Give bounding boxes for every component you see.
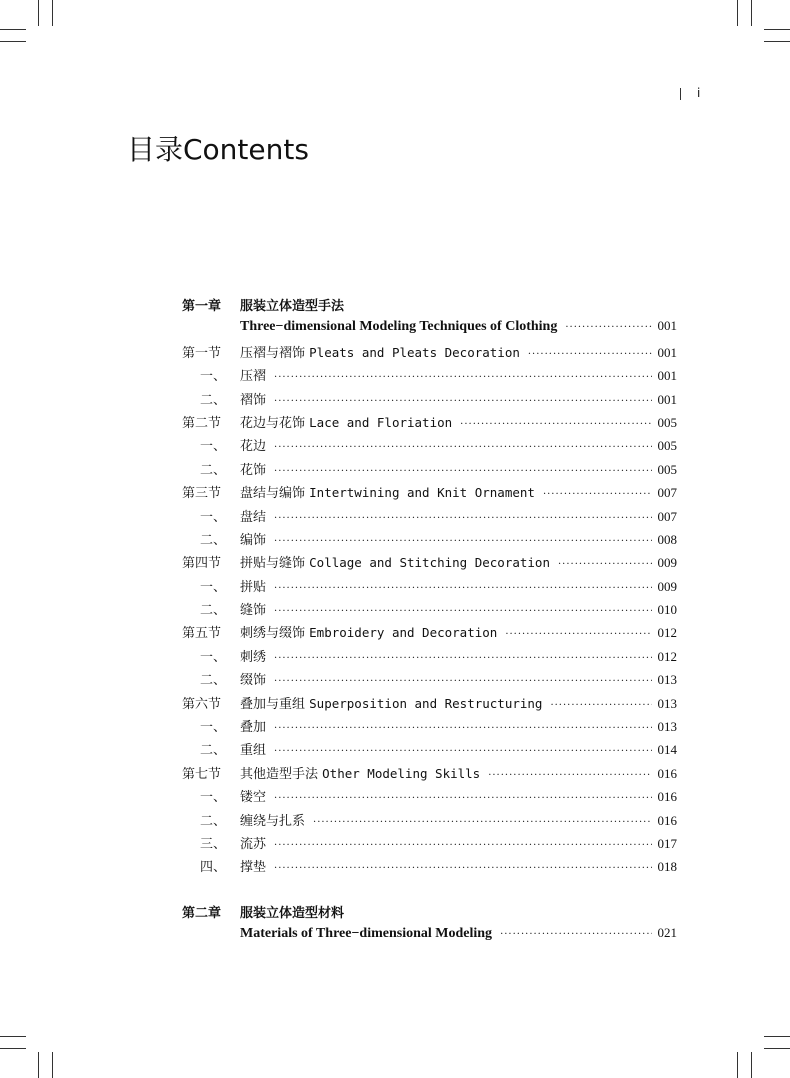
item-title: 压褶	[240, 369, 267, 385]
item-title: 褶饰	[240, 392, 267, 408]
page-ref: 014	[657, 742, 677, 758]
section-title-cn: 花边与花饰	[240, 415, 306, 431]
section-label: 第七节	[182, 766, 222, 782]
section-title	[240, 763, 488, 782]
leader-dots	[565, 322, 651, 333]
page-number-text: i	[697, 86, 701, 100]
chapter-title: 服装立体造型材料	[240, 905, 345, 921]
section-title-en: Lace and Floriation	[309, 414, 453, 430]
item-title: 镂空	[240, 790, 267, 806]
leader-dots	[313, 817, 651, 828]
page-ref: 007	[657, 508, 677, 524]
toc-item-row[interactable]	[182, 576, 677, 599]
item-label: 二、	[200, 603, 227, 619]
toc-section-row[interactable]	[182, 552, 677, 575]
section-title	[240, 693, 550, 712]
item-label: 二、	[200, 743, 227, 759]
toc-item-row[interactable]	[182, 786, 677, 809]
crop-mark	[751, 1052, 752, 1078]
section-title	[240, 622, 505, 641]
leader-dots	[274, 606, 651, 617]
leader-dots	[274, 746, 651, 757]
chapter-title: 服装立体造型手法	[240, 299, 345, 314]
leader-dots	[274, 396, 651, 407]
section-title-cn: 其他造型手法	[240, 766, 319, 782]
page-ref: 005	[657, 438, 677, 454]
chapter-1-english[interactable]	[182, 318, 677, 341]
crop-mark	[38, 0, 39, 26]
page-ref: 001	[657, 344, 677, 360]
item-title: 刺绣	[240, 649, 267, 665]
page-ref: 013	[657, 672, 677, 688]
chapter-label: 第二章	[182, 905, 222, 921]
leader-dots	[274, 676, 651, 687]
item-label: 一、	[200, 509, 227, 525]
item-label: 一、	[200, 649, 227, 665]
item-label: 一、	[200, 790, 227, 806]
item-label: 二、	[200, 532, 227, 548]
section-title-cn: 拼贴与缝饰	[240, 556, 306, 572]
crop-mark	[764, 29, 790, 30]
chapter-2-english[interactable]	[182, 925, 677, 948]
page-ref: 012	[657, 625, 677, 641]
page-ref: 012	[657, 648, 677, 664]
item-label: 一、	[200, 369, 227, 385]
page-ref: 001	[657, 368, 677, 384]
leader-dots	[274, 793, 651, 804]
toc-item-row[interactable]	[182, 506, 677, 529]
section-title-cn: 盘结与编饰	[240, 486, 306, 502]
section-label: 第四节	[182, 556, 222, 572]
toc-section-row[interactable]	[182, 622, 677, 645]
chapter-2-heading[interactable]	[182, 902, 677, 925]
leader-dots	[543, 489, 652, 500]
item-title: 缝饰	[240, 603, 267, 619]
crop-mark	[764, 1036, 790, 1037]
crop-mark	[0, 1036, 26, 1037]
leader-dots	[274, 513, 651, 524]
page-ref: 016	[657, 812, 677, 828]
toc-item-row[interactable]	[182, 365, 677, 388]
toc-item-row[interactable]	[182, 739, 677, 762]
toc-section-row[interactable]	[182, 412, 677, 435]
section-label: 第六节	[182, 696, 222, 712]
toc-item-row[interactable]	[182, 459, 677, 482]
toc-item-row[interactable]	[182, 646, 677, 669]
page-ref: 013	[657, 719, 677, 735]
section-title-en: Collage and Stitching Decoration	[309, 555, 550, 571]
crop-mark	[751, 0, 752, 26]
crop-mark	[737, 1052, 738, 1078]
item-label: 二、	[200, 813, 227, 829]
leader-dots	[274, 372, 651, 383]
crop-mark	[38, 1052, 39, 1078]
page-ref: 009	[657, 578, 677, 594]
chapter-english-title: Three−dimensional Modeling Techniques of Clothing	[240, 319, 558, 335]
table-of-contents	[182, 295, 677, 949]
section-title-cn: 压褶与褶饰	[240, 345, 306, 361]
leader-dots	[550, 700, 651, 711]
item-title: 拼贴	[240, 579, 267, 595]
item-title: 重组	[240, 743, 267, 759]
section-label: 第一节	[182, 345, 222, 361]
leader-dots	[274, 583, 651, 594]
crop-mark	[737, 0, 738, 26]
page-ref: 010	[657, 602, 677, 618]
page-ref: 007	[657, 485, 677, 501]
toc-section-row[interactable]	[182, 693, 677, 716]
toc-section-row[interactable]	[182, 763, 677, 786]
page-number	[680, 86, 700, 100]
toc-item-row[interactable]	[182, 833, 677, 856]
crop-mark	[0, 41, 26, 42]
item-title: 编饰	[240, 532, 267, 548]
section-title-en: Other Modeling Skills	[322, 765, 481, 781]
leader-dots	[274, 723, 651, 734]
item-label: 三、	[200, 836, 227, 852]
item-title: 撑垫	[240, 860, 267, 876]
leader-dots	[274, 536, 651, 547]
crop-mark	[52, 1052, 53, 1078]
crop-mark	[764, 41, 790, 42]
toc-section-row[interactable]	[182, 342, 677, 365]
section-title	[240, 482, 543, 501]
item-title: 花边	[240, 439, 267, 455]
item-title: 缀饰	[240, 673, 267, 689]
section-title-en: Embroidery and Decoration	[309, 625, 498, 641]
leader-dots	[274, 442, 651, 453]
section-title	[240, 342, 528, 361]
item-label: 二、	[200, 392, 227, 408]
section-title-en: Pleats and Pleats Decoration	[309, 344, 520, 360]
page-ref: 016	[657, 789, 677, 805]
page-ref: 001	[657, 318, 677, 334]
section-title-cn: 刺绣与缀饰	[240, 626, 306, 642]
chapter-english-title: Materials of Three−dimensional Modeling	[240, 926, 493, 942]
leader-dots	[500, 929, 651, 940]
toc-section-row[interactable]	[182, 482, 677, 505]
toc-item-row[interactable]	[182, 435, 677, 458]
toc-item-row[interactable]	[182, 856, 677, 879]
chapter-1-heading[interactable]	[182, 295, 677, 318]
chapter-label: 第一章	[182, 299, 222, 314]
toc-item-row[interactable]	[182, 810, 677, 833]
leader-dots	[488, 770, 651, 781]
leader-dots	[274, 466, 651, 477]
page-title: 目录Contents	[127, 133, 309, 166]
section-label: 第五节	[182, 626, 222, 642]
item-label: 二、	[200, 673, 227, 689]
page-ref: 018	[657, 859, 677, 875]
item-label: 一、	[200, 439, 227, 455]
item-title: 叠加	[240, 720, 267, 736]
crop-mark	[0, 29, 26, 30]
page-ref: 005	[657, 414, 677, 430]
section-title-en: Superposition and Restructuring	[309, 695, 543, 711]
section-label: 第二节	[182, 415, 222, 431]
page-ref: 016	[657, 765, 677, 781]
leader-dots	[528, 349, 652, 360]
leader-dots	[274, 840, 651, 851]
page-ref: 017	[657, 835, 677, 851]
leader-dots	[558, 559, 652, 570]
section-title-cn: 叠加与重组	[240, 696, 306, 712]
item-label: 一、	[200, 579, 227, 595]
section-title	[240, 412, 460, 431]
leader-dots	[274, 653, 651, 664]
toc-item-row[interactable]	[182, 599, 677, 622]
page-number-divider	[680, 88, 681, 100]
section-title	[240, 552, 558, 571]
page-ref: 001	[657, 391, 677, 407]
toc-item-row[interactable]	[182, 669, 677, 692]
page-ref: 008	[657, 531, 677, 547]
page-ref: 005	[657, 461, 677, 477]
section-list	[182, 342, 677, 880]
leader-dots	[460, 419, 651, 430]
toc-item-row[interactable]	[182, 529, 677, 552]
page-ref: 021	[657, 925, 677, 941]
item-label: 四、	[200, 860, 227, 876]
crop-mark	[0, 1048, 26, 1049]
crop-mark	[764, 1048, 790, 1049]
toc-item-row[interactable]	[182, 389, 677, 412]
leader-dots	[505, 629, 651, 640]
item-label: 二、	[200, 462, 227, 478]
item-title: 缠绕与扎系	[240, 813, 306, 829]
toc-item-row[interactable]	[182, 716, 677, 739]
section-title-en: Intertwining and Knit Ornament	[309, 485, 535, 501]
item-title: 花饰	[240, 462, 267, 478]
item-title: 流苏	[240, 836, 267, 852]
page-ref: 009	[657, 555, 677, 571]
item-label: 一、	[200, 720, 227, 736]
crop-mark	[52, 0, 53, 26]
section-label: 第三节	[182, 486, 222, 502]
item-title: 盘结	[240, 509, 267, 525]
leader-dots	[274, 863, 651, 874]
page-ref: 013	[657, 695, 677, 711]
